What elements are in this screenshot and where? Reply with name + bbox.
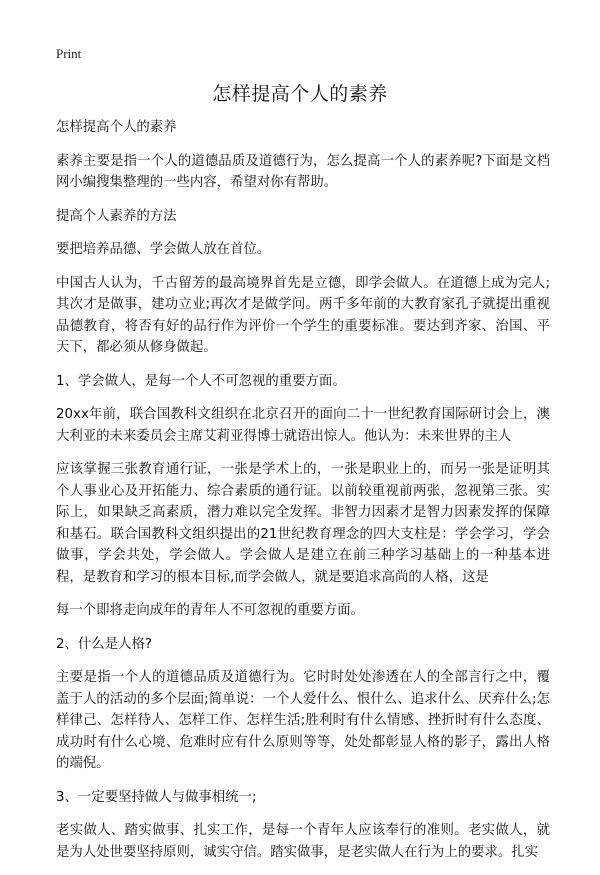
paragraph-section-heading: 提高个人素养的方法 [56,208,177,224]
paragraph: 20xx年前，联合国教科文组织在北京召开的面向二十一世纪教育国际研讨会上，澳大利亚的未来委员会主席艾莉亚得博士就语出惊人。他认为：未来世界的主人 [56,407,550,444]
paragraph-point-3: 3、一定要坚持做人与做事相统一; [56,789,257,805]
paragraph-point-1: 1、学会做人，是每一个人不可忽视的重要方面。 [56,373,346,389]
paragraph-subtitle: 怎样提高个人的素养 [56,120,177,135]
paragraph: 要把培养品德、学会做人放在首位。 [56,242,271,257]
print-link[interactable]: Print [56,46,82,61]
paragraph-point-2: 2、什么是人格? [56,636,152,652]
paragraph-intro: 素养主要是指一个人的道德品质及道德行为，怎么提高一个人的素养呢?下面是文档网小编搜集整理的一些内容，希望对你有帮助。 [56,153,550,190]
paragraph: 主要是指一个人的道德品质及道德行为。它时时处处渗透在人的全部言行之中，覆盖于人的活动的多个层面;简单说：一个人爱什么、恨什么、追求什么、厌弃什么;怎样律己、怎样待人、怎样工作、怎样生活;胜利时有什么情感、挫折时有什么态度、成功时有什么心境、危难时应有什么原则等等，处处都彰显人格的影子，露出人格的端倪。 [56,670,550,771]
paragraph: 老实做人、踏实做事、扎实工作，是每一个青年人应该奉行的准则。老实做人，就是为人处世要坚持原则，诚实守信。踏实做事，是老实做人在行为上的要求。扎实 [56,823,550,860]
paragraph: 每一个即将走向成年的青年人不可忽视的重要方面。 [56,603,364,618]
article-body [56,117,550,875]
page-title: 怎样提高个人的素养 [212,83,388,105]
paragraph: 应该掌握三张教育通行证，一张是学术上的，一张是职业上的，而另一张是证明其个人事业心及开拓能力、综合素质的通行证。以前较重视前两张，忽视第三张。实际上，如果缺乏高素质，潜力难以完全发挥。非智力因素才是智力因素发挥的保障和基石。联合国教科文组织提出的21世纪教育理念的四大支柱是：学会学习，学会做事，学会共处，学会做人。学会做人是建立在前三种学习基础上的一种基本进程，是教育和学习的根本目标,而学会做人，就是要追求高尚的人格，这是 [56,462,550,585]
paragraph: 中国古人认为，千古留芳的最高境界首先是立德，即学会做人。在道德上成为完人;其次才是做事，建功立业;再次才是做学问。两千多年前的大教育家孔子就提出重视品德教育，将否有好的品行作为评价一个学生的重要标准。要达到齐家、治国、平天下，都必须从修身做起。 [56,275,550,355]
